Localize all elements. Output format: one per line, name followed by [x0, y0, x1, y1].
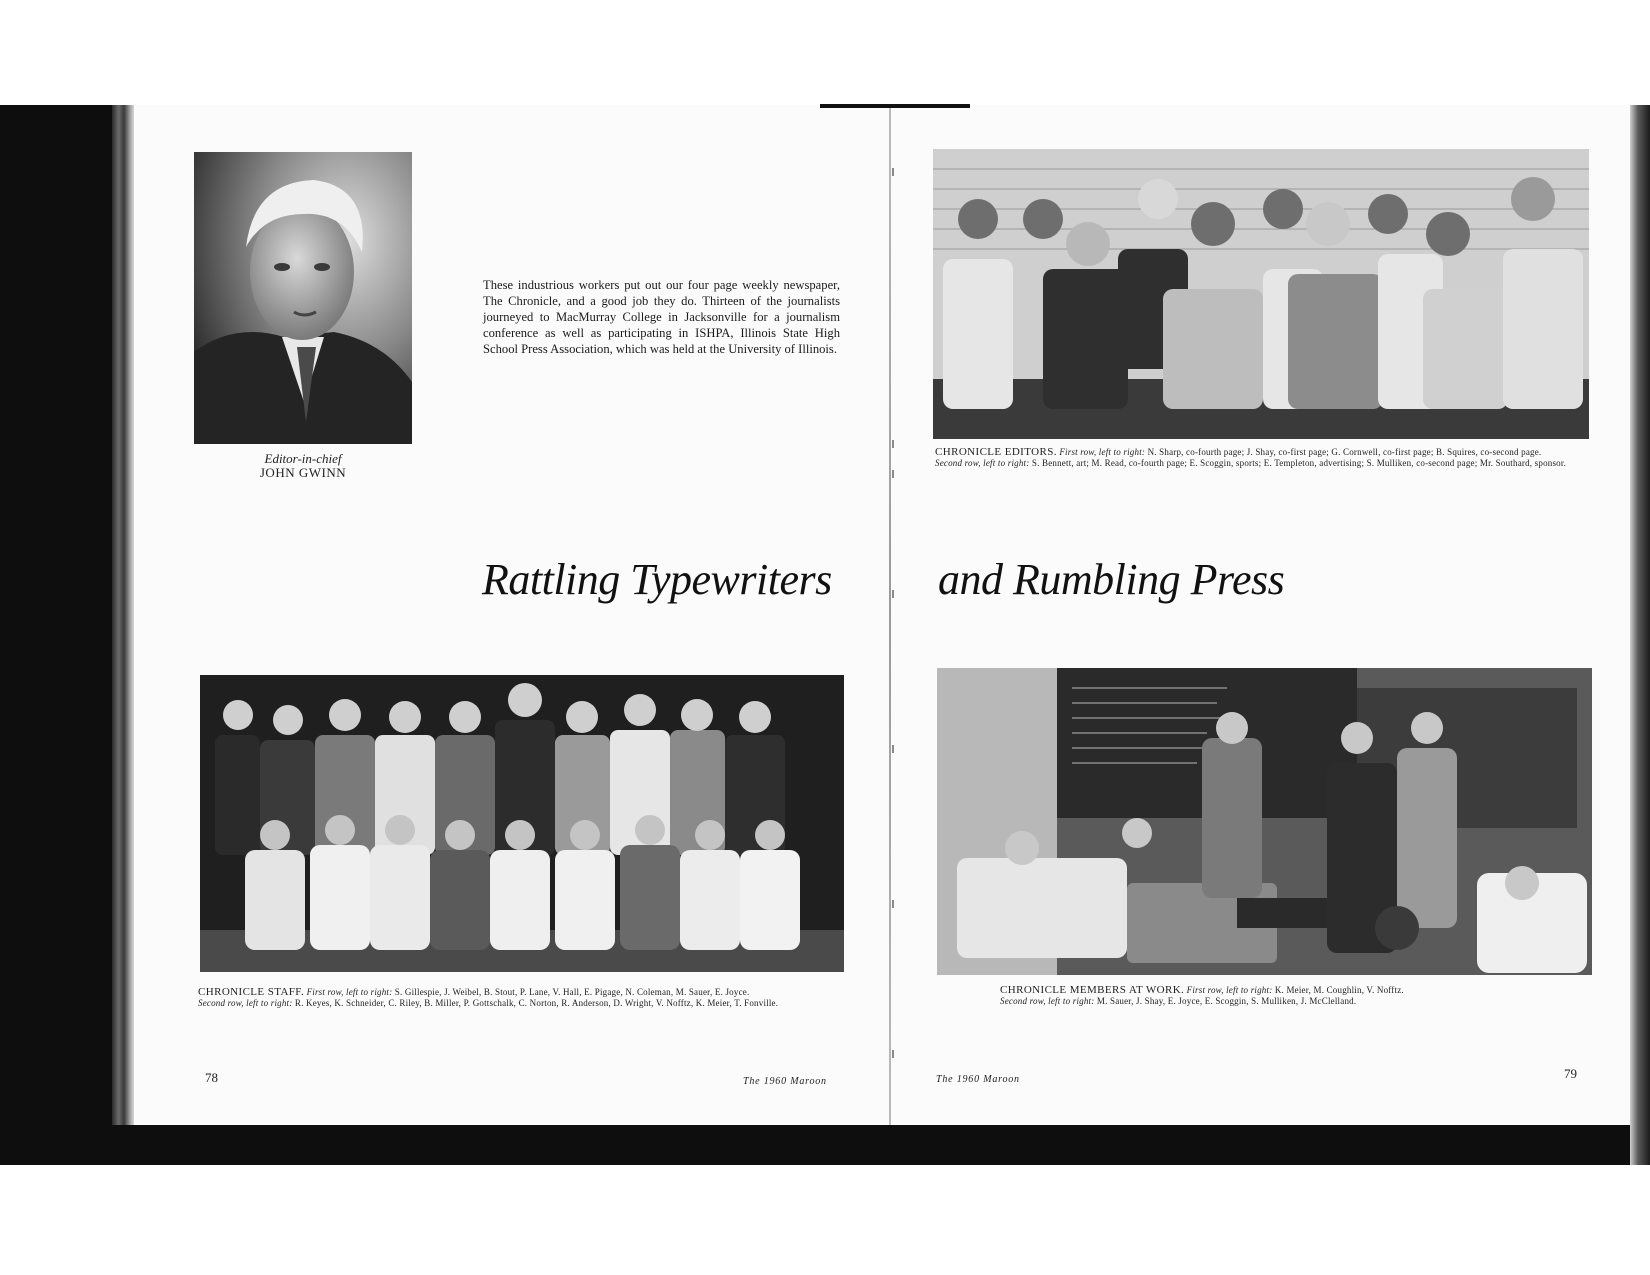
spine-mark [820, 104, 970, 108]
headline-right: and Rumbling Press [938, 555, 1285, 604]
book-edge-right [1630, 105, 1650, 1165]
work-second-row-label: Second row, left to right: [1000, 995, 1095, 1006]
footer-title-right: The 1960 Maroon [936, 1074, 1020, 1085]
portrait-name: JOHN GWINN [259, 465, 347, 480]
staff-second-row-label: Second row, left to right: [198, 997, 293, 1008]
staff-caption-lead: CHRONICLE STAFF. [198, 986, 305, 998]
portrait-caption [194, 452, 412, 480]
intro-text: These industrious workers put out our four page weekly newspaper, The Chronicle, and a good job they do. Thirteen of the journalists journeyed to MacMurray College in Jacksonville for a journalism conference as well as participating in ISHPA, Illinois State High School Press Association, which was held at the University of Illinois. [483, 278, 840, 356]
work-first-row-label: First row, left to right: [1186, 985, 1273, 995]
staff-first-row-label: First row, left to right: [306, 987, 393, 997]
work-photo [937, 668, 1592, 975]
work-caption [1000, 985, 1560, 1006]
work-caption-lead: CHRONICLE MEMBERS AT WORK. [1000, 984, 1185, 996]
portrait-photo [194, 152, 412, 444]
editors-caption-lead: CHRONICLE EDITORS. [935, 446, 1057, 458]
editors-caption [935, 447, 1587, 468]
editors-second-row-label: Second row, left to right: [935, 457, 1030, 468]
editors-first-row-label: First row, left to right: [1059, 447, 1146, 457]
intro-paragraph [483, 277, 840, 357]
book-edge-left [112, 105, 134, 1125]
staff-first-row-names: S. Gillespie, J. Weibel, B. Stout, P. Lane, V. Hall, E. Pigage, N. Coleman, M. Sauer, E. Joyce. [394, 987, 750, 997]
staff-photo [200, 675, 844, 972]
editors-photo [933, 149, 1589, 439]
editors-second-row-names: S. Bennett, art; M. Read, co-fourth page; E. Scoggin, sports; E. Templeton, advertising; S. Mulliken, co-second page; Mr. Southard, sponsor. [1031, 457, 1567, 468]
staff-second-row-names: R. Keyes, K. Schneider, C. Riley, B. Miller, P. Gottschalk, C. Norton, R. Anderson, D. Wright, V. Nofftz, K. Meier, T. Fonville. [294, 997, 779, 1008]
staff-caption [198, 987, 844, 1008]
work-second-row-names: M. Sauer, J. Shay, E. Joyce, E. Scoggin, S. Mulliken, J. McClelland. [1096, 995, 1357, 1006]
work-first-row-names: K. Meier, M. Coughlin, V. Nofftz. [1274, 985, 1404, 995]
portrait-role: Editor-in-chief [264, 451, 342, 466]
footer-title-left: The 1960 Maroon [743, 1076, 827, 1087]
editors-first-row-names: N. Sharp, co-fourth page; J. Shay, co-first page; G. Cornwell, co-first page; B. Squires, co-second page. [1147, 447, 1542, 457]
page-number-left: 78 [205, 1070, 218, 1085]
spine-gutter [889, 105, 891, 1125]
headline-left: Rattling Typewriters [482, 555, 832, 604]
page-number-right: 79 [1564, 1066, 1577, 1081]
